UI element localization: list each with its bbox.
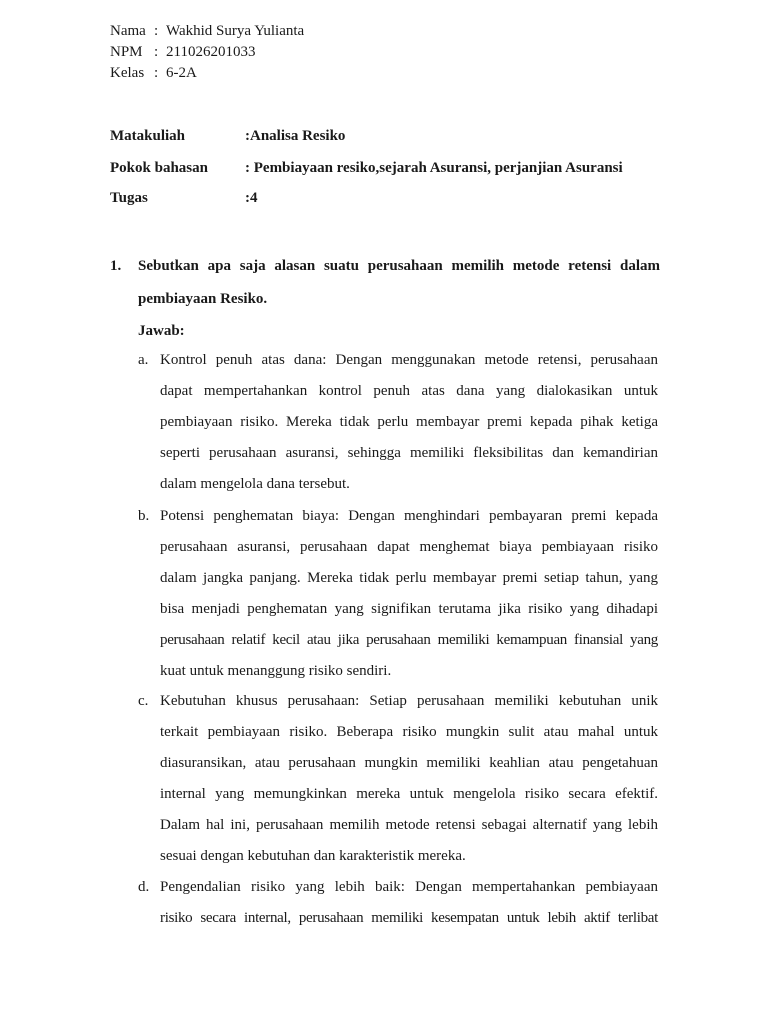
item-line: risiko secara internal, perusahaan memiliki kesempatan untuk lebih aktif terlibat (160, 910, 658, 926)
item-line: perusahaan relatif kecil atau jika perusahaan memiliki kemampuan finansial yang (160, 632, 658, 648)
item-line: diasuransikan, atau perusahaan mungkin memiliki keahlian atau pengetahuan (160, 755, 658, 771)
matakuliah-value: :Analisa Resiko (245, 128, 346, 144)
npm-label: NPM (110, 44, 143, 60)
nama-label: Nama (110, 23, 146, 39)
pokok-bahasan-label: Pokok bahasan (110, 160, 208, 176)
item-line: Dalam hal ini, perusahaan memilih metode retensi sebagai alternatif yang lebih (160, 817, 658, 833)
npm-separator: : (154, 44, 159, 60)
item-line: Pengendalian risiko yang lebih baik: Dengan mempertahankan pembiayaan (160, 879, 658, 895)
kelas-label: Kelas (110, 65, 145, 81)
item-line: kuat untuk menanggung risiko sendiri. (160, 663, 392, 679)
pokok-bahasan-value: : Pembiayaan resiko,sejarah Asuransi, perjanjian Asuransi (245, 160, 623, 176)
nama-value: Wakhid Surya Yulianta (166, 23, 305, 39)
question-line-2: pembiayaan Resiko. (138, 291, 268, 307)
nama-separator: : (154, 23, 159, 39)
item-line: Kebutuhan khusus perusahaan: Setiap perusahaan memiliki kebutuhan unik (160, 693, 658, 709)
item-line: Potensi penghematan biaya: Dengan menghindari pembayaran premi kepada (160, 508, 658, 524)
item-line: bisa menjadi penghematan yang signifikan terutama jika risiko yang dihadapi (160, 601, 658, 617)
tugas-value: :4 (245, 190, 258, 206)
kelas-separator: : (154, 65, 159, 81)
item-line: sesuai dengan kebutuhan dan karakteristik mereka. (160, 848, 466, 864)
tugas-label: Tugas (110, 190, 148, 206)
item-line: perusahaan asuransi, perusahaan dapat menghemat biaya pembiayaan risiko (160, 539, 658, 555)
item-marker: c. (138, 693, 149, 709)
item-line: dalam jangka panjang. Mereka tidak perlu membayar premi setiap tahun, yang (160, 570, 658, 586)
item-line: pembiayaan risiko. Mereka tidak perlu membayar premi kepada pihak ketiga (160, 414, 658, 430)
npm-row (110, 42, 304, 63)
item-line: dapat mempertahankan kontrol penuh atas dana yang dialokasikan untuk (160, 383, 658, 399)
student-identity (110, 21, 304, 84)
item-marker: b. (138, 508, 150, 524)
kelas-value: 6-2A (166, 65, 197, 81)
item-marker: d. (138, 879, 150, 895)
nama-row (110, 21, 304, 42)
question-number: 1. (110, 258, 122, 274)
question-line-1: Sebutkan apa saja alasan suatu perusahaan memilih metode retensi dalam (138, 258, 660, 274)
item-line: seperti perusahaan asuransi, sehingga memiliki fleksibilitas dan kemandirian (160, 445, 658, 461)
item-line: terkait pembiayaan risiko. Beberapa risiko mungkin sulit atau mahal untuk (160, 724, 658, 740)
kelas-row (110, 63, 304, 84)
item-line: dalam mengelola dana tersebut. (160, 476, 350, 492)
matakuliah-label: Matakuliah (110, 128, 186, 144)
item-line: Kontrol penuh atas dana: Dengan menggunakan metode retensi, perusahaan (160, 352, 658, 368)
item-marker: a. (138, 352, 149, 368)
item-line: internal yang memungkinkan mereka untuk mengelola risiko secara efektif. (160, 786, 658, 802)
answer-heading: Jawab: (138, 323, 185, 339)
npm-value: 211026201033 (166, 44, 256, 60)
